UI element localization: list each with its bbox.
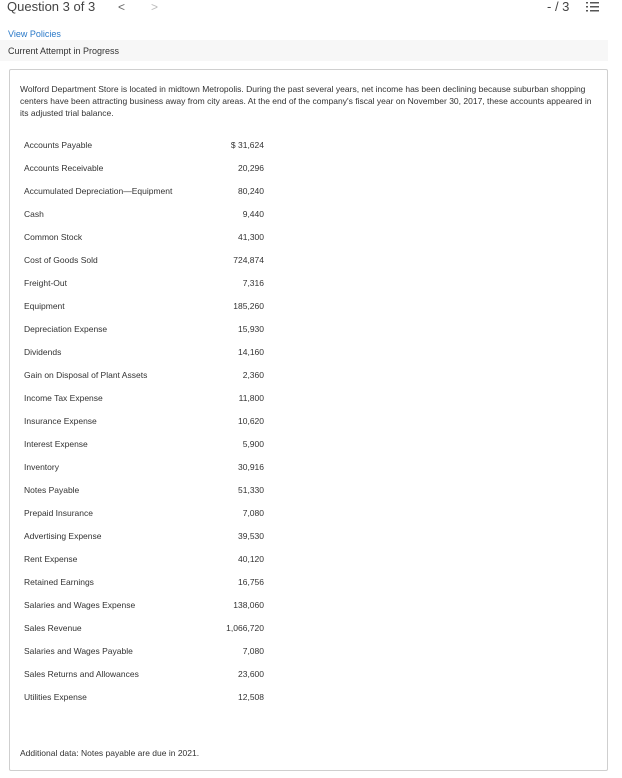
account-row: [24, 623, 264, 637]
account-name: Utilities Expense: [24, 692, 87, 702]
account-name: Depreciation Expense: [24, 324, 108, 334]
account-name: Inventory: [24, 462, 59, 472]
account-row: [24, 232, 264, 246]
account-amount: 39,530: [238, 531, 264, 541]
account-row: [24, 209, 264, 223]
account-name: Dividends: [24, 347, 62, 357]
account-amount: 10,620: [238, 416, 264, 426]
account-name: Income Tax Expense: [24, 393, 103, 403]
account-row: [24, 393, 264, 407]
account-amount: 7,080: [242, 646, 264, 656]
account-amount: 80,240: [238, 186, 264, 196]
question-card: [9, 69, 608, 771]
attempt-status: Current Attempt in Progress: [8, 46, 120, 56]
account-row: [24, 163, 264, 177]
account-row: [24, 462, 264, 476]
account-amount: 15,930: [238, 324, 264, 334]
account-name: Gain on Disposal of Plant Assets: [24, 370, 148, 380]
account-name: Rent Expense: [24, 554, 78, 564]
account-row: [24, 324, 264, 338]
account-row: [24, 669, 264, 683]
account-row: [24, 416, 264, 430]
account-amount: 2,360: [242, 370, 264, 380]
account-name: Equipment: [24, 301, 65, 311]
account-name: Interest Expense: [24, 439, 88, 449]
account-name: Insurance Expense: [24, 416, 97, 426]
account-amount: 1,066,720: [226, 623, 264, 633]
account-row: [24, 577, 264, 591]
account-name: Common Stock: [24, 232, 83, 242]
account-name: Advertising Expense: [24, 531, 102, 541]
account-row: [24, 485, 264, 499]
account-name: Freight-Out: [24, 278, 67, 288]
account-amount: 724,874: [233, 255, 264, 265]
account-amount: 16,756: [238, 577, 264, 587]
account-name: Notes Payable: [24, 485, 80, 495]
account-name: Accounts Payable: [24, 140, 93, 150]
account-row: [24, 301, 264, 315]
account-row: [24, 347, 264, 361]
account-row: [24, 646, 264, 660]
previous-question-button[interactable]: <: [118, 0, 126, 14]
account-name: Salaries and Wages Expense: [24, 600, 136, 610]
account-name: Accumulated Depreciation—Equipment: [24, 186, 173, 196]
account-amount: 20,296: [238, 163, 264, 173]
question-counter: Question 3 of 3: [7, 0, 96, 14]
account-name: Cash: [24, 209, 44, 219]
account-amount: 30,916: [238, 462, 264, 472]
account-name: Retained Earnings: [24, 577, 94, 587]
account-amount: $ 31,624: [230, 140, 264, 150]
account-name: Cost of Goods Sold: [24, 255, 98, 265]
account-name: Salaries and Wages Payable: [24, 646, 133, 656]
account-row: [24, 692, 264, 706]
account-row: [24, 186, 264, 200]
account-amount: 7,080: [242, 508, 264, 518]
account-name: Sales Returns and Allowances: [24, 669, 139, 679]
account-row: [24, 554, 264, 568]
list-icon[interactable]: [586, 1, 599, 13]
account-row: [24, 531, 264, 545]
problem-statement: Wolford Department Store is located in midtown Metropolis. During the past several years, net income has been declining because suburban shopping centers have been attracting business away from city areas. At the end of the company's fiscal year on November 30, 2017, these accounts appeared in its adjusted trial balance.: [20, 84, 592, 118]
account-row: [24, 140, 264, 154]
account-row: [24, 508, 264, 522]
account-name: Accounts Receivable: [24, 163, 104, 173]
account-amount: 11,800: [238, 393, 264, 403]
account-name: Prepaid Insurance: [24, 508, 93, 518]
additional-data: Additional data: Notes payable are due in 2021.: [20, 748, 200, 758]
account-amount: 9,440: [242, 209, 264, 219]
question-header: [0, 0, 622, 17]
account-amount: 40,120: [238, 554, 264, 564]
account-amount: 138,060: [233, 600, 264, 610]
account-amount: 51,330: [238, 485, 264, 495]
account-amount: 5,900: [242, 439, 264, 449]
account-row: [24, 255, 264, 269]
question-score: - / 3: [547, 0, 570, 14]
account-amount: 185,260: [233, 301, 264, 311]
account-row: [24, 278, 264, 292]
account-amount: 14,160: [238, 347, 264, 357]
account-row: [24, 439, 264, 453]
next-question-button[interactable]: >: [151, 0, 159, 14]
account-amount: 7,316: [242, 278, 264, 288]
account-name: Sales Revenue: [24, 623, 82, 633]
account-amount: 23,600: [238, 669, 264, 679]
account-row: [24, 600, 264, 614]
account-amount: 41,300: [238, 232, 264, 242]
account-amount: 12,508: [238, 692, 264, 702]
view-policies-link[interactable]: View Policies: [8, 29, 61, 39]
account-row: [24, 370, 264, 384]
